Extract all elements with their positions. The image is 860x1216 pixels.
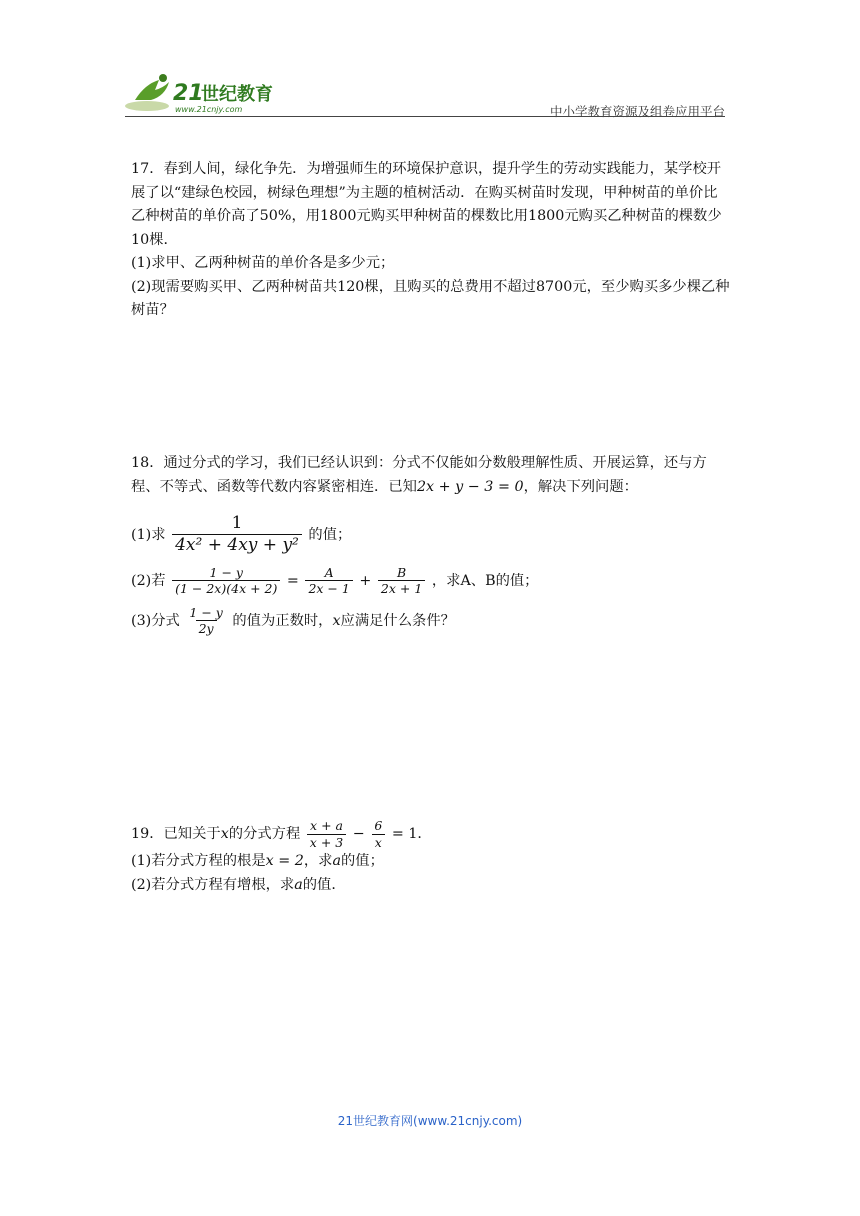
site-logo [125, 70, 295, 116]
q17-stem: 17．春到人间，绿化争先．为增强师生的环境保护意识，提升学生的劳动实践能力，某学校开展了以“建绿色校园，树绿色理想”为主题的植树活动．在购买树苗时发现，甲种树苗的单价比乙种树苗的单价高了50%，用1800元购买甲种树苗的棵数比用1800元购买乙种树苗的棵数少10棵． [131, 161, 722, 248]
q18-part-1: (1)求 $\frac{1}{\text{4x² + 4xy + y²}}$ 的值； [131, 513, 352, 556]
q19-stem: 19．已知关于x的分式方程 $\frac{x + a}{x + 3}$ − $\frac{6}{x}$ = 1． [131, 818, 432, 850]
q19-part-2: (2)若分式方程有增根，求a的值． [131, 876, 346, 893]
question-19 [131, 818, 731, 897]
q18-stem: 18．通过分式的学习，我们已经认识到：分式不仅能如分数般理解性质、开展运算，还与方程、不等式、函数等代数内容紧密相连．已知2x + y − 3 = 0，解决下列问题： [131, 455, 707, 495]
svg-text:世纪教育: 世纪教育 [201, 84, 273, 105]
svg-text:www.21cnjy.com: www.21cnjy.com [175, 105, 243, 114]
q17-part-1: (1)求甲、乙两种树苗的单价各是多少元； [131, 255, 395, 271]
q19-part-1: (1)若分式方程的根是x = 2，求a的值； [131, 853, 384, 870]
page-header [125, 70, 725, 118]
q18-part-3: (3)分式 $\frac{1 - y}{2y}$ 的值为正数时，x应满足什么条件？ [131, 604, 455, 637]
svg-text:21: 21 [173, 81, 204, 106]
q17-part-2: (2)现需要购买甲、乙两种树苗共120棵，且购买的总费用不超过8700元，至少购买多少棵乙种树苗？ [131, 278, 730, 318]
q19-fraction-2: $\frac{6}{x}$ [371, 818, 385, 850]
question-17 [131, 158, 731, 323]
q18-p2-a-fraction: $\frac{A}{2x - 1}$ [305, 565, 352, 597]
q18-p1-fraction: $\frac{1}{\text{4x² + 4xy + y²}}$ [172, 513, 302, 557]
q18-part-2: (2)若 $\frac{1 - y}{(1 - 2x)(4x + 2)}$ = $\frac{A}{2x - 1}$ + $\frac{B}{2x + 1}$ ，求A、B的值； [131, 564, 539, 597]
question-18 [131, 452, 731, 637]
site-name: 中小学教育资源及组卷应用平台 [549, 104, 725, 119]
q18-given-equation: 2x + y − 3 = 0 [416, 478, 524, 495]
q18-p2-lhs-fraction: $\frac{1 - y}{(1 - 2x)(4x + 2)}$ [172, 565, 280, 597]
q18-p3-fraction: $\frac{1 - y}{2y}$ [189, 604, 223, 637]
q19-fraction-1: $\frac{x + a}{x + 3}$ [307, 818, 346, 850]
page-footer[interactable]: 21世纪教育网(www.21cnjy.com) [337, 1114, 523, 1128]
q18-p2-b-fraction: $\frac{B}{2x + 1}$ [378, 565, 425, 597]
header-divider [125, 116, 725, 117]
